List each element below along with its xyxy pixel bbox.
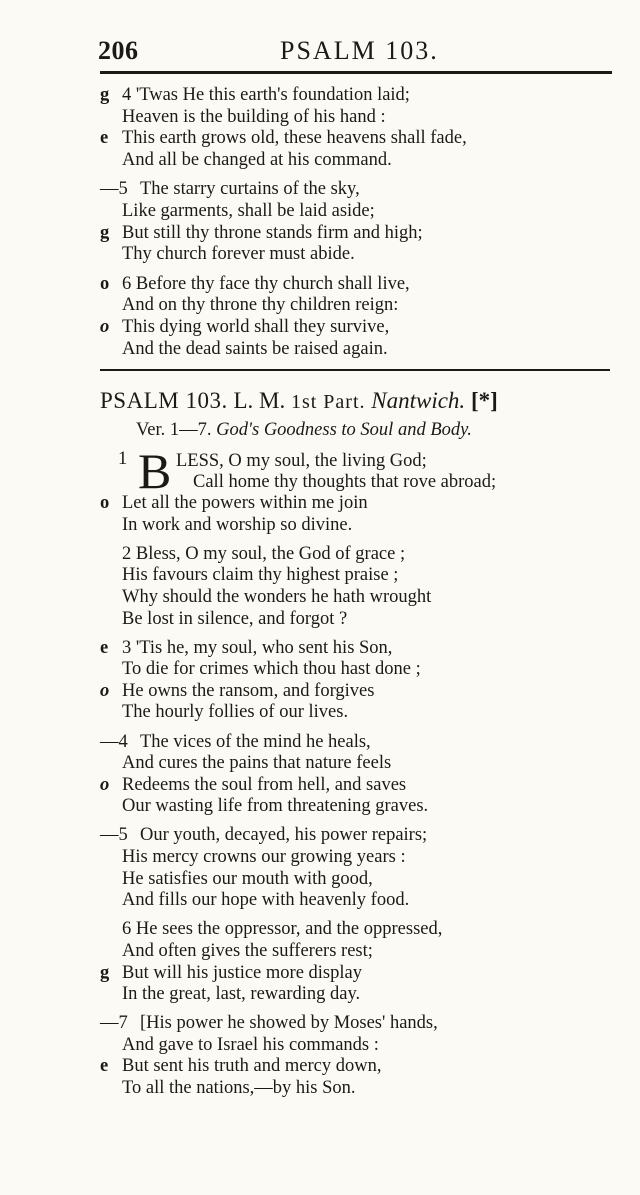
section-divider <box>100 369 610 371</box>
verse-line: 4 'Twas He this earth's foundation laid; <box>122 85 410 105</box>
dynamic-mark: e <box>100 1056 109 1077</box>
psalm-subtitle <box>136 420 472 441</box>
dynamic-mark: o <box>100 273 110 294</box>
first-line-rest: LESS, O my soul, the living God; <box>176 451 427 471</box>
verse-line: And fills our hope with heavenly food. <box>122 890 410 911</box>
dynamic-mark: g <box>100 962 110 983</box>
verse-line: And gave to Israel his commands : <box>122 1034 379 1055</box>
header-rule <box>100 71 612 74</box>
verse-line: Thy church forever must abide. <box>122 244 355 265</box>
verse-line: In the great, last, rewarding day. <box>122 984 361 1005</box>
asterisk-bracket: [*] <box>470 388 498 413</box>
dynamic-mark: —4 <box>100 731 128 752</box>
verse-line: And all be changed at his command. <box>122 149 392 170</box>
psalm-meter: L. M. <box>233 388 286 413</box>
verse-line: 3 'Tis he, my soul, who sent his Son, <box>122 637 393 658</box>
verse-line: To all the nations,—by his Son. <box>122 1078 356 1098</box>
dynamic-mark: —7 <box>100 1013 128 1034</box>
verse-line: Be lost in silence, and forgot ? <box>122 608 348 629</box>
tune-name: Nantwich. <box>371 388 466 413</box>
first-verse-number: 1 <box>118 449 128 469</box>
dynamic-mark: g <box>100 85 110 105</box>
verse-line: But still thy throne stands firm and high; <box>122 222 423 243</box>
verse-line: The starry curtains of the sky, <box>140 179 360 200</box>
page-number: 206 <box>98 36 139 65</box>
verse-line: And cures the pains that nature feels <box>122 753 392 774</box>
verse-line: He owns the ransom, and forgives <box>122 680 375 701</box>
verse-line: And often gives the sufferers rest; <box>122 940 373 961</box>
second-line: Call home thy thoughts that rove abroad; <box>193 472 497 492</box>
psalm-title: PSALM 103. <box>100 388 228 413</box>
verse-line: But sent his truth and mercy down, <box>122 1056 382 1077</box>
dynamic-mark: o <box>100 493 110 513</box>
dynamic-mark: o <box>100 680 110 701</box>
verse-line: [His power he showed by Moses' hands, <box>140 1013 438 1034</box>
verse-line: But will his justice more display <box>122 962 362 983</box>
verse-line: His favours claim thy highest praise ; <box>122 565 399 586</box>
psalm-topic: God's Goodness to Soul and Body. <box>216 420 472 440</box>
page-header <box>98 36 618 70</box>
dynamic-mark: e <box>100 128 109 149</box>
verse-line: 6 Before thy face thy church shall live, <box>122 273 410 294</box>
dynamic-mark: o <box>100 774 110 795</box>
running-title: PSALM 103. <box>280 36 439 65</box>
verse-line: He satisfies our mouth with good, <box>122 868 373 889</box>
drop-cap: B <box>138 443 172 499</box>
verse-line: 6 He sees the oppressor, and the oppressed, <box>122 919 443 940</box>
verses-reference: Ver. 1—7. <box>136 420 212 440</box>
verse-line: And the dead saints be raised again. <box>122 338 388 359</box>
dynamic-mark: o <box>100 317 110 337</box>
verse-line: Heaven is the building of his hand : <box>122 106 386 127</box>
verse-line: The hourly follies of our lives. <box>122 702 349 723</box>
verse-line: In work and worship so divine. <box>122 514 353 535</box>
verse-line: Redeems the soul from hell, and saves <box>122 774 407 795</box>
verse-line: This dying world shall they survive, <box>122 317 390 337</box>
verse-line: Let all the powers within me join <box>122 493 368 513</box>
dynamic-mark: —5 <box>100 179 128 200</box>
verse-line: And on thy throne thy children reign: <box>122 295 399 316</box>
verse-line: This earth grows old, these heavens shall fade, <box>122 128 467 149</box>
verse-line: Our wasting life from threatening graves. <box>122 796 429 817</box>
dynamic-mark: —5 <box>100 825 128 846</box>
psalm-part: 1st Part. <box>290 391 366 413</box>
verse-line: Our youth, decayed, his power repairs; <box>140 825 428 846</box>
verse-line: 2 Bless, O my soul, the God of grace ; <box>122 543 406 564</box>
verse-line: Why should the wonders he hath wrought <box>122 586 432 607</box>
verse-line: To die for crimes which thou hast done ; <box>122 659 421 680</box>
dynamic-mark: g <box>100 222 110 243</box>
psalm-heading <box>100 388 498 414</box>
verse-line: His mercy crowns our growing years : <box>122 847 406 867</box>
verse-line: Like garments, shall be laid aside; <box>122 201 375 221</box>
verse-line: The vices of the mind he heals, <box>140 731 371 752</box>
dynamic-mark: e <box>100 637 109 658</box>
